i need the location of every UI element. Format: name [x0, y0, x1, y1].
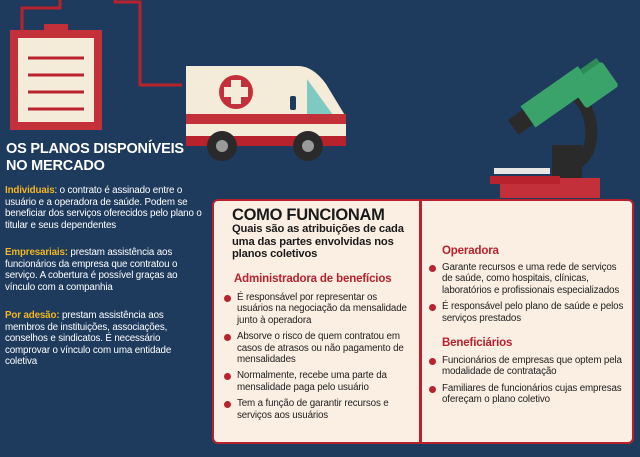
blood-bag-icon	[0, 0, 200, 140]
plan-por-adesao	[5, 310, 205, 368]
list-item	[224, 370, 414, 393]
section-heading-beneficiarios: Beneficiários	[442, 337, 513, 349]
panel-title: COMO FUNCIONAM	[232, 206, 385, 224]
list-item-text: Familiares de funcionários cujas empresas ofereçam o plano coletivo	[442, 382, 622, 406]
list-item-text: Tem a função de garantir recursos e serviços aos usuários	[237, 398, 389, 421]
plan-description: prestam assistência aos funcionários da empresa que contratou o serviço. A cobertura é possível graças ao vínculo com a companhia	[5, 247, 178, 293]
list-item	[224, 398, 414, 421]
list-item-text: Normalmente, recebe uma parte da mensalidade paga pelo usuário	[237, 370, 387, 393]
list-item-text: Garante recursos e uma rede de serviços de saúde, como hospitais, clínicas, laboratórios e profissionais especializados	[442, 262, 620, 296]
list-item-text: É responsável pelo plano de saúde e pelos serviços prestados	[442, 301, 624, 324]
bullet-icon	[224, 334, 231, 341]
bullet-icon	[224, 373, 231, 380]
plan-description: prestam assistência aos membros de instituições, associações, conselhos e sindicatos. É necessário comprovar o vínculo com uma entidade coletiva	[5, 310, 172, 368]
bullet-icon	[429, 386, 436, 393]
page-title	[6, 141, 206, 175]
plan-description: : o contrato é assinado entre o usuário e a operadora de saúde. Podem se beneficiar dos serviços oferecidos pelo plano o titular e seus dependentes	[5, 185, 202, 231]
bullet-icon	[429, 358, 436, 365]
bullet-icon	[429, 265, 436, 272]
title-line-1: OS PLANOS DISPONÍVEIS	[6, 141, 184, 157]
operadora-list	[429, 262, 624, 329]
list-item	[224, 292, 414, 326]
bullet-icon	[224, 401, 231, 408]
beneficiarios-list	[429, 355, 624, 411]
section-heading-administradora: Administradora de benefícios	[234, 273, 392, 285]
title-line-2: NO MERCADO	[6, 158, 105, 174]
panel-subtitle: Quais são as atribuições de cada uma das partes envolvidas nos planos coletivos	[232, 223, 404, 260]
administradora-list	[224, 292, 414, 426]
bullet-icon	[224, 295, 231, 302]
list-item	[429, 262, 624, 296]
plan-empresariais	[5, 247, 205, 293]
list-item	[429, 301, 624, 324]
panel-divider	[419, 201, 422, 442]
section-heading-operadora: Operadora	[442, 245, 499, 257]
plan-individuais	[5, 185, 205, 231]
bullet-icon	[429, 304, 436, 311]
microscope-icon	[480, 50, 640, 198]
list-item-text: Absorve o risco de quem contratou em casos de atrasos ou não pagamento de mensalidades	[237, 331, 404, 366]
plan-name: Por adesão:	[5, 310, 60, 321]
list-item-text: É responsável por representar os usuários na negociação da mensalidade junto à operadora	[237, 292, 407, 326]
plan-name: Empresariais:	[5, 247, 68, 258]
list-item-text: Funcionários de empresas que optem pela modalidade de contratação	[442, 355, 622, 378]
list-item	[224, 331, 414, 365]
list-item	[429, 383, 624, 406]
plan-name: Individuais	[5, 185, 55, 196]
list-item	[429, 355, 624, 378]
